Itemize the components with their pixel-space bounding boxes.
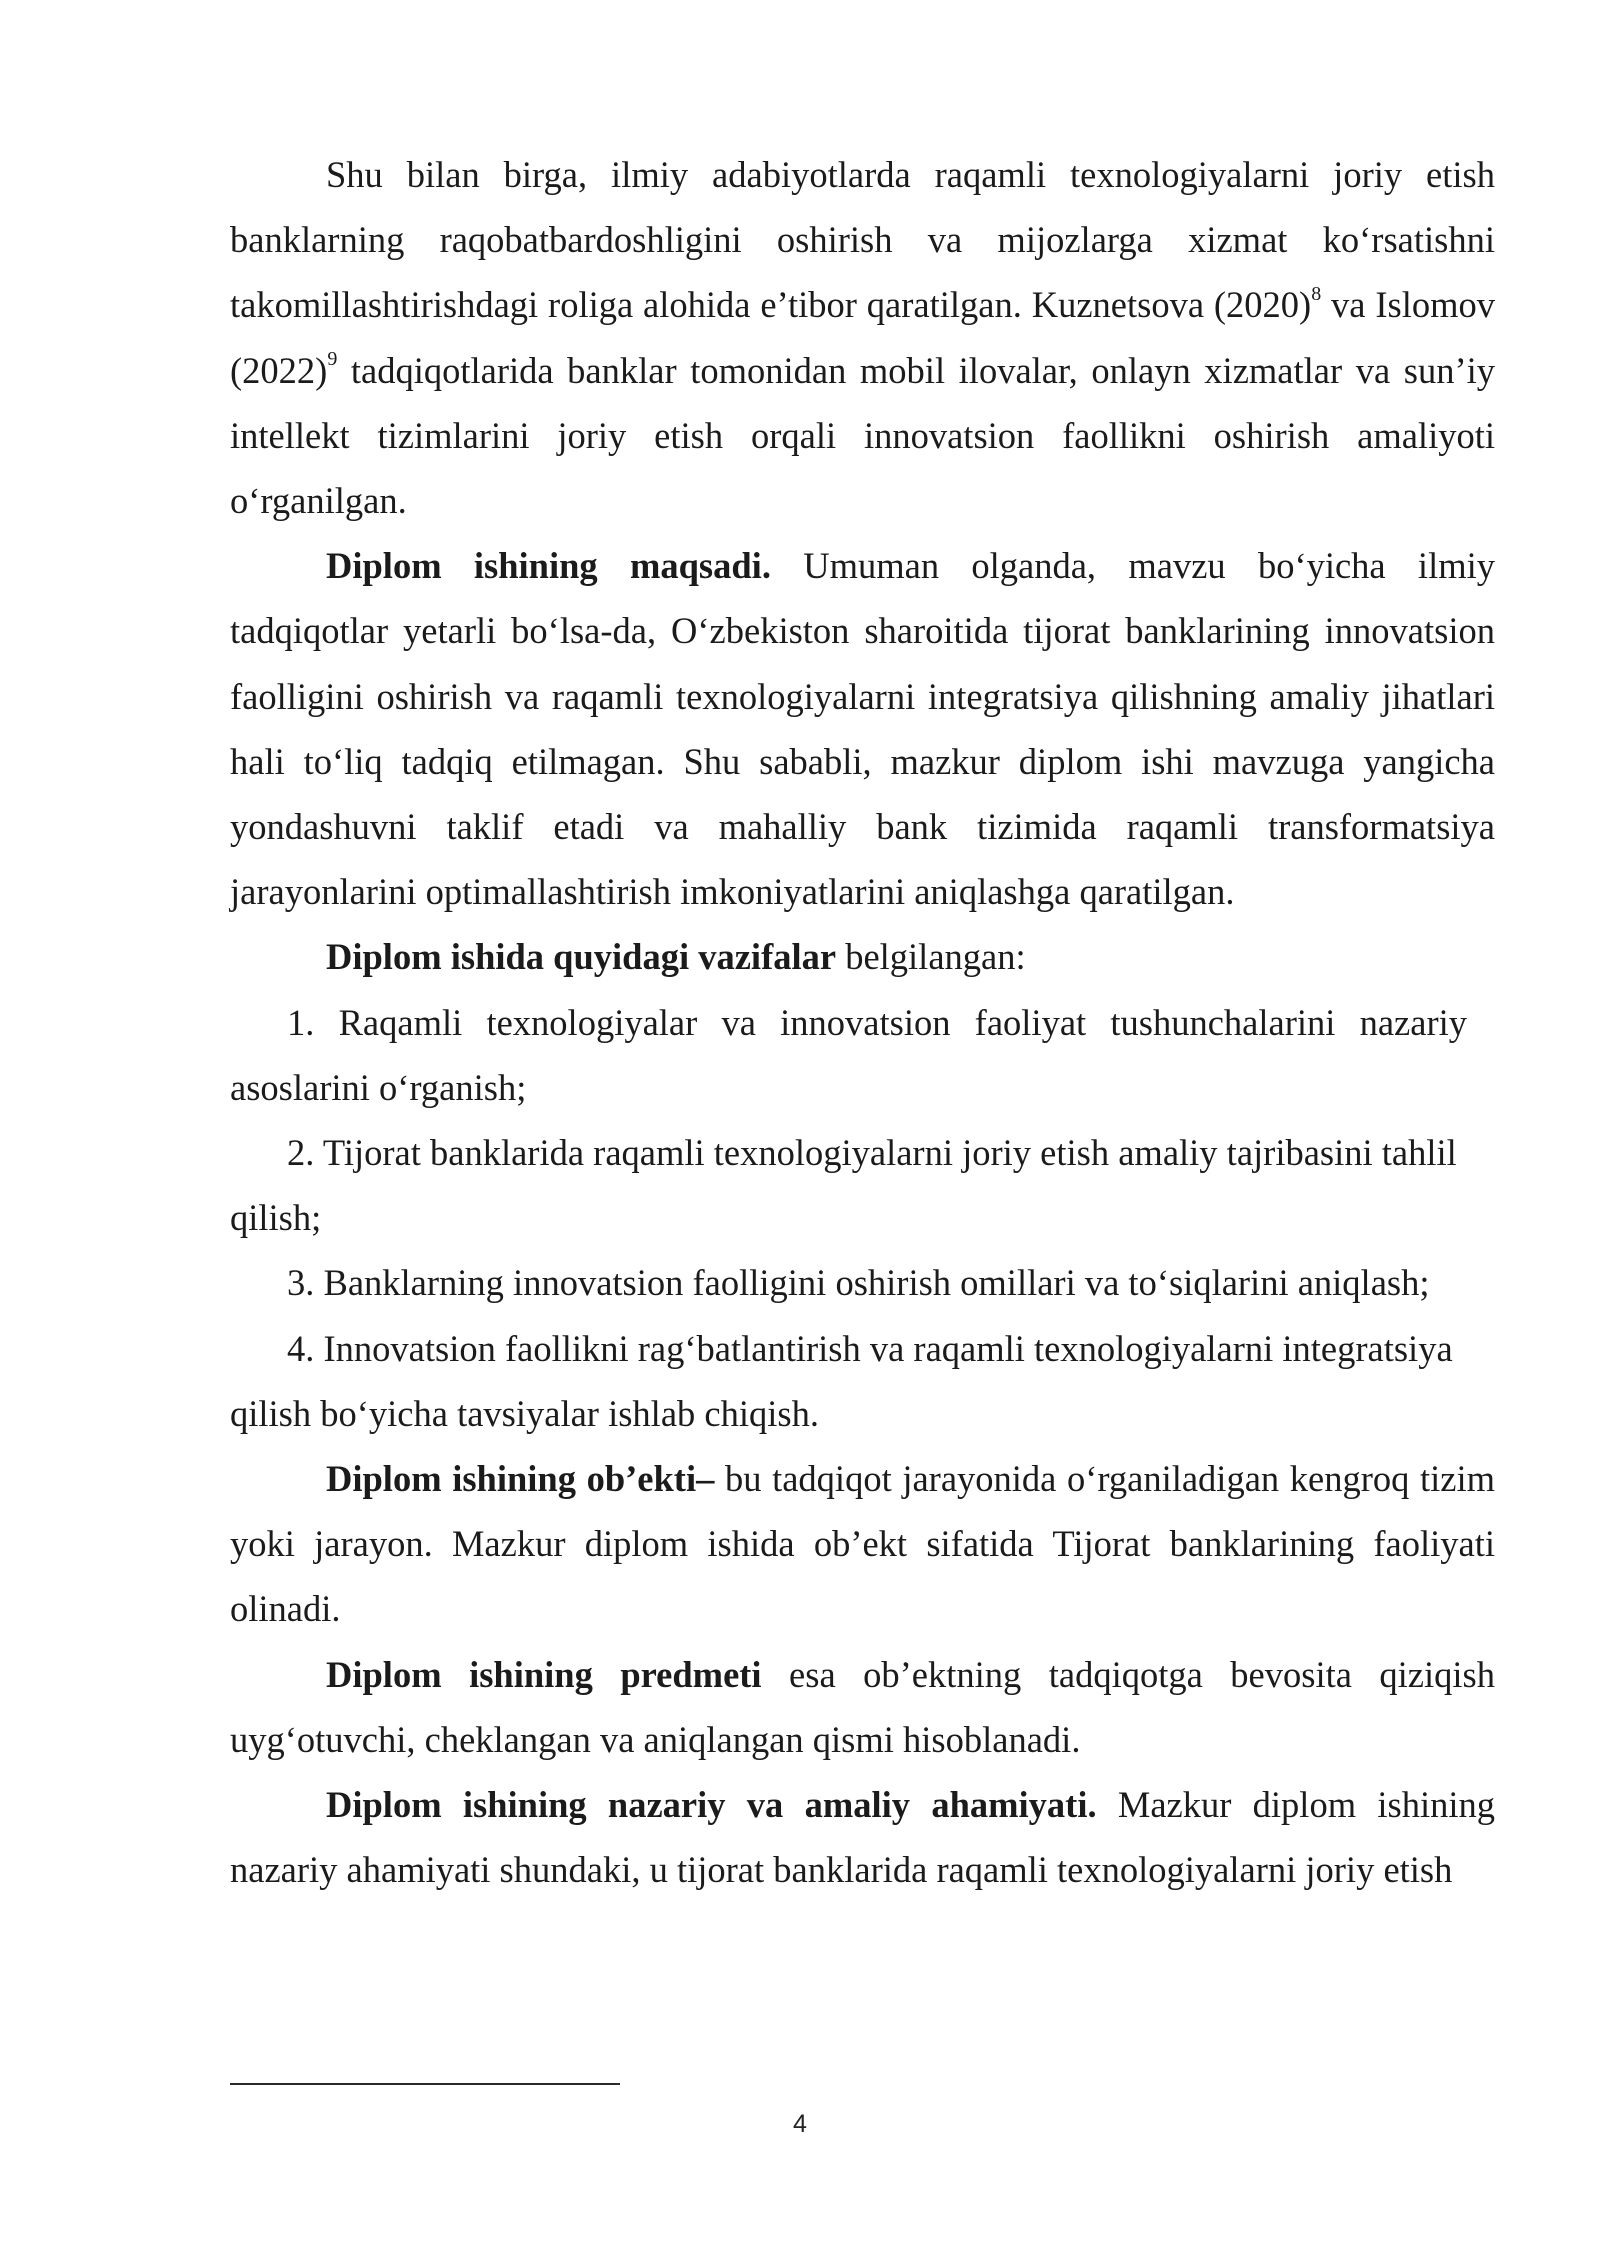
list-item: 4. Innovatsion faollikni rag‘batlantirish va raqamli texnologiyalarni integratsiya qilish bo‘yicha tavsiyalar ishlab chiqish. — [230, 1327, 1453, 1434]
list-item: 2. Tijorat banklarida raqamli texnologiyalarni joriy etish amaliy tajribasini tahlil qilish; — [230, 1132, 1457, 1239]
section-heading: Diplom ishining ob’ekti– — [326, 1458, 715, 1500]
footnote-ref[interactable]: 8 — [1311, 283, 1322, 306]
paragraph-text: belgilangan: — [836, 936, 1026, 978]
paragraph-literature-review — [230, 142, 1495, 533]
footnote-ref[interactable]: 9 — [327, 348, 338, 371]
paragraph-text: Shu bilan birga, ilmiy adabiyotlarda raqamli texnologiyalarni joriy etish banklarning raqobatbardoshligini oshirish va mijozlarga xizmat ko‘rsatishni takomillashtirishdagi roliga alohida e’tibor qaratilgan. Kuznetsova (2020) — [230, 154, 1495, 326]
paragraph-text: Mazkur diplom ishining nazariy ahamiyati shundaki, u tijorat banklarida raqamli texnologiyalarni joriy etish — [230, 1784, 1496, 1891]
section-heading: Diplom ishining maqsadi. — [326, 545, 771, 587]
footnote-separator — [230, 2083, 620, 2085]
paragraph-text: Umuman olganda, mavzu bo‘yicha ilmiy tadqiqotlar yetarli bo‘lsa-da, O‘zbekiston sharoitida tijorat banklarining innovatsion faolligini oshirish va raqamli texnologiyalarni integratsiya qilishning amaliy jihatlari hali to‘liq tadqiq etilmagan. Shu sababli, mazkur diplom ishi mavzuga yangicha yondashuvni taklif etadi va mahalliy bank tizimida raqamli transformatsiya jarayonlarini optimallashtirish imkoniyatlarini aniqlashga qaratilgan. — [230, 545, 1495, 913]
list-item: 3. Banklarning innovatsion faolligini oshirish omillari va to‘siqlarini aniqlash; — [287, 1262, 1430, 1304]
body-text — [230, 142, 1495, 1902]
section-heading: Diplom ishining nazariy va amaliy ahamiyati. — [326, 1784, 1097, 1826]
paragraph-subject — [230, 1642, 1495, 1772]
paragraph-text: esa ob’ektning tadqiqotga bevosita qiziqish uyg‘otuvchi, cheklangan va aniqlangan qismi hisoblanadi. — [230, 1653, 1495, 1760]
paragraph-text: tadqiqotlarida banklar tomonidan mobil ilovalar, onlayn xizmatlar va sun’iy intellekt tizimlarini joriy etish orqali innovatsion faollikni oshirish amaliyoti o‘rganilgan. — [230, 349, 1495, 522]
section-heading: Diplom ishida quyidagi vazifalar — [326, 936, 837, 978]
page-number: 4 — [793, 2110, 807, 2138]
paragraph-object — [230, 1446, 1495, 1642]
section-heading: Diplom ishining predmeti — [326, 1653, 762, 1695]
paragraph-goal — [230, 533, 1495, 924]
paragraph-tasks-intro — [230, 924, 1495, 989]
paragraph-text: va Islomov (2022) — [230, 284, 1495, 391]
paragraph-text: bu tadqiqot jarayonida o‘rganiladigan kengroq tizim yoki jarayon. Mazkur diplom ishida ob’ekt sifatida Tijorat banklarining faoliyati olinadi. — [230, 1458, 1495, 1630]
list-item: 1. Raqamli texnologiyalar va innovatsion faoliyat tushunchalarini nazariy asoslarini o‘rganish; — [230, 1001, 1467, 1108]
paragraph-significance — [230, 1772, 1495, 1902]
